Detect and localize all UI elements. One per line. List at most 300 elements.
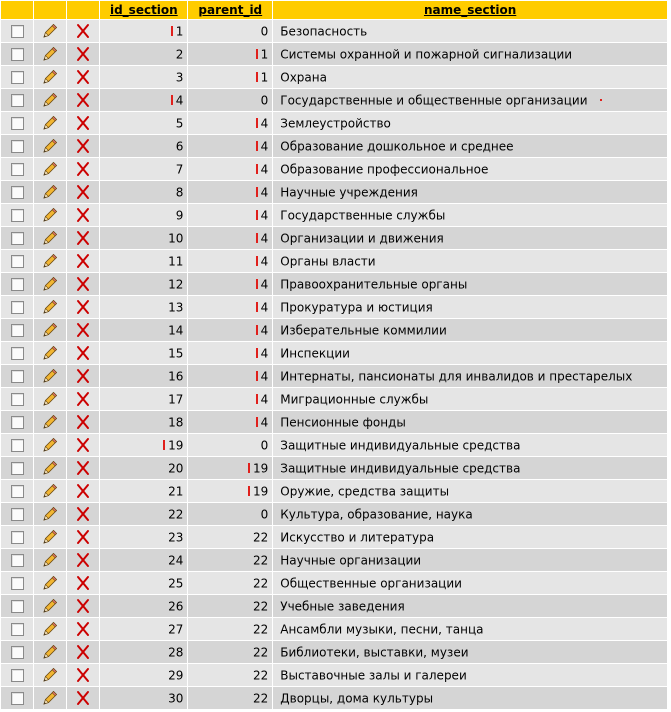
header-edit-cell: [34, 1, 66, 19]
row-checkbox[interactable]: [11, 186, 24, 199]
cell-id-section: [100, 572, 187, 594]
parent-marker: [256, 302, 258, 312]
cell-parent-id: [188, 526, 272, 548]
parent-marker: [248, 486, 250, 496]
table-row: [1, 250, 667, 272]
parent-value: 19: [252, 461, 269, 476]
parent-marker: [256, 118, 258, 128]
table-row: [1, 480, 667, 502]
cell-name-section: [273, 618, 667, 640]
delete-x-icon[interactable]: [74, 161, 92, 177]
cell-name-section: [273, 158, 667, 180]
parent-marker: [256, 164, 258, 174]
row-delete-cell: [67, 411, 99, 433]
row-checkbox[interactable]: [11, 324, 24, 337]
id-value: 22: [168, 507, 184, 522]
cell-parent-id: [188, 411, 272, 433]
row-checkbox-cell: [1, 618, 33, 640]
cell-id-section: [100, 618, 187, 640]
delete-x-icon[interactable]: [74, 460, 92, 476]
cell-id-section: [100, 181, 187, 203]
parent-value: 4: [260, 116, 269, 131]
delete-x-icon[interactable]: [74, 46, 92, 62]
name-value: Интернаты, пансионаты для инвалидов и престарелых: [280, 369, 633, 384]
cell-id-section: [100, 342, 187, 364]
id-value: 20: [168, 461, 184, 476]
delete-x-icon[interactable]: [74, 621, 92, 637]
name-value: Государственные службы: [280, 208, 446, 223]
delete-x-icon[interactable]: [74, 184, 92, 200]
id-value: 26: [168, 599, 184, 614]
name-value: Прокуратура и юстиция: [280, 300, 433, 315]
column-header-name-section[interactable]: [273, 1, 667, 19]
parent-value: 4: [260, 231, 269, 246]
pencil-icon[interactable]: [41, 161, 59, 177]
parent-value: 22: [252, 691, 269, 706]
cell-id-section: [100, 411, 187, 433]
row-checkbox-cell: [1, 434, 33, 456]
name-value: Безопасность: [280, 24, 368, 39]
row-edit-cell: [34, 503, 66, 525]
table-row: [1, 204, 667, 226]
pencil-icon[interactable]: [41, 23, 59, 39]
row-delete-cell: [67, 365, 99, 387]
row-checkbox-cell: [1, 526, 33, 548]
row-checkbox[interactable]: [11, 692, 24, 705]
table-row: [1, 549, 667, 571]
parent-value: 22: [252, 576, 269, 591]
cell-parent-id: [188, 20, 272, 42]
row-checkbox-cell: [1, 549, 33, 571]
id-value: 16: [168, 369, 184, 384]
name-value: Научные учреждения: [280, 185, 418, 200]
delete-x-icon[interactable]: [74, 437, 92, 453]
row-checkbox-cell: [1, 641, 33, 663]
row-checkbox-cell: [1, 112, 33, 134]
row-checkbox[interactable]: [11, 623, 24, 636]
cell-parent-id: [188, 434, 272, 456]
pencil-icon[interactable]: [41, 345, 59, 361]
row-edit-cell: [34, 250, 66, 272]
pencil-icon[interactable]: [41, 621, 59, 637]
row-checkbox[interactable]: [11, 209, 24, 222]
name-value: Защитные индивидуальные средства: [280, 438, 521, 453]
row-checkbox[interactable]: [11, 439, 24, 452]
parent-value: 4: [260, 185, 269, 200]
row-delete-cell: [67, 549, 99, 571]
parent-value: 1: [260, 70, 269, 85]
parent-marker: [256, 394, 258, 404]
row-checkbox[interactable]: [11, 140, 24, 153]
row-delete-cell: [67, 135, 99, 157]
id-value: 7: [175, 162, 184, 177]
table-row: [1, 595, 667, 617]
table-row: [1, 112, 667, 134]
row-edit-cell: [34, 526, 66, 548]
delete-x-icon[interactable]: [74, 345, 92, 361]
row-checkbox[interactable]: [11, 669, 24, 682]
row-checkbox-cell: [1, 227, 33, 249]
name-dot: [600, 99, 602, 101]
cell-name-section: [273, 388, 667, 410]
name-value: Государственные и общественные организации: [280, 93, 588, 108]
row-checkbox[interactable]: [11, 531, 24, 544]
cell-name-section: [273, 319, 667, 341]
row-delete-cell: [67, 618, 99, 640]
pencil-icon[interactable]: [41, 368, 59, 384]
pencil-icon[interactable]: [41, 414, 59, 430]
cell-parent-id: [188, 43, 272, 65]
cell-parent-id: [188, 66, 272, 88]
id-marker: [171, 26, 173, 36]
row-edit-cell: [34, 388, 66, 410]
pencil-icon[interactable]: [41, 644, 59, 660]
pencil-icon[interactable]: [41, 69, 59, 85]
pencil-icon[interactable]: [41, 598, 59, 614]
parent-value: 4: [260, 139, 269, 154]
row-edit-cell: [34, 365, 66, 387]
cell-id-section: [100, 388, 187, 410]
row-checkbox[interactable]: [11, 393, 24, 406]
row-checkbox[interactable]: [11, 48, 24, 61]
cell-name-section: [273, 411, 667, 433]
parent-value: 22: [252, 622, 269, 637]
name-value: Образование дошкольное и среднее: [280, 139, 514, 154]
delete-x-icon[interactable]: [74, 391, 92, 407]
parent-marker: [256, 279, 258, 289]
pencil-icon[interactable]: [41, 207, 59, 223]
name-value: Инспекции: [280, 346, 350, 361]
cell-parent-id: [188, 250, 272, 272]
table-row: [1, 388, 667, 410]
parent-value: 22: [252, 668, 269, 683]
row-checkbox-cell: [1, 664, 33, 686]
id-value: 4: [175, 93, 184, 108]
row-checkbox-cell: [1, 411, 33, 433]
id-value: 6: [175, 139, 184, 154]
delete-x-icon[interactable]: [74, 322, 92, 338]
row-checkbox-cell: [1, 43, 33, 65]
cell-parent-id: [188, 273, 272, 295]
pencil-icon[interactable]: [41, 184, 59, 200]
row-checkbox[interactable]: [11, 600, 24, 613]
row-edit-cell: [34, 480, 66, 502]
column-header-id-section[interactable]: [100, 1, 187, 19]
cell-name-section: [273, 135, 667, 157]
cell-name-section: [273, 250, 667, 272]
cell-id-section: [100, 135, 187, 157]
row-checkbox-cell: [1, 89, 33, 111]
pencil-icon[interactable]: [41, 276, 59, 292]
sort-link-name-section[interactable]: name_section: [423, 3, 517, 17]
pencil-icon[interactable]: [41, 460, 59, 476]
name-value: Культура, образование, наука: [280, 507, 473, 522]
delete-x-icon[interactable]: [74, 575, 92, 591]
row-checkbox[interactable]: [11, 416, 24, 429]
row-delete-cell: [67, 572, 99, 594]
id-value: 15: [168, 346, 184, 361]
row-edit-cell: [34, 135, 66, 157]
parent-value: 4: [260, 369, 269, 384]
delete-x-icon[interactable]: [74, 483, 92, 499]
cell-name-section: [273, 66, 667, 88]
table-row: [1, 503, 667, 525]
table-row: [1, 158, 667, 180]
id-value: 12: [168, 277, 184, 292]
row-delete-cell: [67, 503, 99, 525]
parent-value: 4: [260, 254, 269, 269]
id-value: 2: [175, 47, 184, 62]
table-row: [1, 572, 667, 594]
pencil-icon[interactable]: [41, 437, 59, 453]
name-value: Пенсионные фонды: [280, 415, 406, 430]
row-delete-cell: [67, 43, 99, 65]
row-edit-cell: [34, 434, 66, 456]
row-checkbox-cell: [1, 20, 33, 42]
cell-parent-id: [188, 89, 272, 111]
row-checkbox[interactable]: [11, 94, 24, 107]
row-delete-cell: [67, 526, 99, 548]
header-row: [1, 1, 667, 19]
parent-marker: [256, 72, 258, 82]
id-value: 28: [168, 645, 184, 660]
pencil-icon[interactable]: [41, 529, 59, 545]
cell-id-section: [100, 526, 187, 548]
cell-parent-id: [188, 181, 272, 203]
row-edit-cell: [34, 158, 66, 180]
cell-id-section: [100, 89, 187, 111]
pencil-icon[interactable]: [41, 552, 59, 568]
row-checkbox-cell: [1, 388, 33, 410]
cell-id-section: [100, 296, 187, 318]
row-edit-cell: [34, 296, 66, 318]
sort-link-id-section[interactable]: id_section: [109, 3, 178, 17]
row-edit-cell: [34, 89, 66, 111]
row-edit-cell: [34, 20, 66, 42]
pencil-icon[interactable]: [41, 483, 59, 499]
delete-x-icon[interactable]: [74, 69, 92, 85]
pencil-icon[interactable]: [41, 667, 59, 683]
cell-id-section: [100, 273, 187, 295]
parent-value: 4: [260, 415, 269, 430]
cell-name-section: [273, 20, 667, 42]
parent-value: 0: [260, 24, 269, 39]
row-checkbox-cell: [1, 365, 33, 387]
cell-name-section: [273, 365, 667, 387]
cell-parent-id: [188, 388, 272, 410]
pencil-icon[interactable]: [41, 690, 59, 706]
parent-value: 4: [260, 162, 269, 177]
row-checkbox[interactable]: [11, 301, 24, 314]
delete-x-icon[interactable]: [74, 552, 92, 568]
pencil-icon[interactable]: [41, 299, 59, 315]
row-delete-cell: [67, 89, 99, 111]
row-checkbox[interactable]: [11, 646, 24, 659]
delete-x-icon[interactable]: [74, 598, 92, 614]
delete-x-icon[interactable]: [74, 230, 92, 246]
row-checkbox[interactable]: [11, 255, 24, 268]
delete-x-icon[interactable]: [74, 23, 92, 39]
id-value: 10: [168, 231, 184, 246]
name-value: Учебные заведения: [280, 599, 405, 614]
delete-x-icon[interactable]: [74, 299, 92, 315]
sort-link-parent-id[interactable]: parent_id: [198, 3, 263, 17]
row-delete-cell: [67, 388, 99, 410]
row-checkbox[interactable]: [11, 117, 24, 130]
cell-name-section: [273, 526, 667, 548]
pencil-icon[interactable]: [41, 322, 59, 338]
row-edit-cell: [34, 66, 66, 88]
cell-name-section: [273, 457, 667, 479]
id-value: 17: [168, 392, 184, 407]
row-checkbox[interactable]: [11, 278, 24, 291]
header-checkbox-cell: [1, 1, 33, 19]
delete-x-icon[interactable]: [74, 529, 92, 545]
row-delete-cell: [67, 250, 99, 272]
row-checkbox[interactable]: [11, 577, 24, 590]
cell-parent-id: [188, 549, 272, 571]
pencil-icon[interactable]: [41, 575, 59, 591]
table-row: [1, 43, 667, 65]
row-checkbox-cell: [1, 204, 33, 226]
id-value: 24: [168, 553, 184, 568]
row-checkbox-cell: [1, 250, 33, 272]
delete-x-icon[interactable]: [74, 368, 92, 384]
cell-parent-id: [188, 319, 272, 341]
row-edit-cell: [34, 549, 66, 571]
table-row: [1, 89, 667, 111]
pencil-icon[interactable]: [41, 92, 59, 108]
row-edit-cell: [34, 411, 66, 433]
row-checkbox[interactable]: [11, 232, 24, 245]
row-checkbox-cell: [1, 342, 33, 364]
row-checkbox-cell: [1, 687, 33, 709]
row-delete-cell: [67, 319, 99, 341]
row-checkbox[interactable]: [11, 71, 24, 84]
name-value: Общественные организации: [280, 576, 462, 591]
delete-x-icon[interactable]: [74, 276, 92, 292]
table-row: [1, 526, 667, 548]
id-value: 14: [168, 323, 184, 338]
table-row: [1, 641, 667, 663]
cell-id-section: [100, 204, 187, 226]
row-checkbox[interactable]: [11, 462, 24, 475]
pencil-icon[interactable]: [41, 46, 59, 62]
cell-parent-id: [188, 480, 272, 502]
row-delete-cell: [67, 158, 99, 180]
table-row: [1, 135, 667, 157]
column-header-parent-id[interactable]: [188, 1, 272, 19]
cell-id-section: [100, 66, 187, 88]
pencil-icon[interactable]: [41, 138, 59, 154]
row-edit-cell: [34, 204, 66, 226]
row-delete-cell: [67, 457, 99, 479]
cell-parent-id: [188, 296, 272, 318]
delete-x-icon[interactable]: [74, 138, 92, 154]
row-checkbox-cell: [1, 595, 33, 617]
delete-x-icon[interactable]: [74, 253, 92, 269]
row-checkbox[interactable]: [11, 370, 24, 383]
cell-id-section: [100, 365, 187, 387]
row-checkbox[interactable]: [11, 485, 24, 498]
row-checkbox[interactable]: [11, 347, 24, 360]
cell-parent-id: [188, 457, 272, 479]
id-value: 18: [168, 415, 184, 430]
cell-id-section: [100, 641, 187, 663]
table-row: [1, 618, 667, 640]
row-edit-cell: [34, 319, 66, 341]
delete-x-icon[interactable]: [74, 667, 92, 683]
id-marker: [171, 95, 173, 105]
delete-x-icon[interactable]: [74, 414, 92, 430]
name-value: Организации и движения: [280, 231, 444, 246]
cell-name-section: [273, 112, 667, 134]
cell-parent-id: [188, 342, 272, 364]
cell-parent-id: [188, 112, 272, 134]
row-checkbox[interactable]: [11, 25, 24, 38]
delete-x-icon[interactable]: [74, 690, 92, 706]
pencil-icon[interactable]: [41, 506, 59, 522]
row-edit-cell: [34, 618, 66, 640]
row-checkbox[interactable]: [11, 554, 24, 567]
parent-marker: [256, 348, 258, 358]
cell-parent-id: [188, 135, 272, 157]
row-checkbox-cell: [1, 66, 33, 88]
parent-value: 0: [260, 507, 269, 522]
cell-parent-id: [188, 595, 272, 617]
cell-name-section: [273, 273, 667, 295]
name-value: Библиотеки, выставки, музеи: [280, 645, 469, 660]
pencil-icon[interactable]: [41, 391, 59, 407]
cell-id-section: [100, 20, 187, 42]
cell-name-section: [273, 595, 667, 617]
pencil-icon[interactable]: [41, 230, 59, 246]
parent-value: 1: [260, 47, 269, 62]
cell-id-section: [100, 457, 187, 479]
delete-x-icon[interactable]: [74, 207, 92, 223]
parent-value: 19: [252, 484, 269, 499]
name-value: Оружие, средства защиты: [280, 484, 450, 499]
delete-x-icon[interactable]: [74, 92, 92, 108]
cell-name-section: [273, 503, 667, 525]
row-checkbox[interactable]: [11, 508, 24, 521]
row-checkbox[interactable]: [11, 163, 24, 176]
row-edit-cell: [34, 342, 66, 364]
pencil-icon[interactable]: [41, 253, 59, 269]
parent-value: 4: [260, 392, 269, 407]
name-value: Искусство и литература: [280, 530, 435, 545]
pencil-icon[interactable]: [41, 115, 59, 131]
id-value: 1: [175, 24, 184, 39]
parent-value: 4: [260, 208, 269, 223]
table-row: [1, 434, 667, 456]
table-row: [1, 20, 667, 42]
row-edit-cell: [34, 273, 66, 295]
delete-x-icon[interactable]: [74, 115, 92, 131]
id-value: 3: [175, 70, 184, 85]
id-value: 29: [168, 668, 184, 683]
delete-x-icon[interactable]: [74, 506, 92, 522]
id-value: 8: [175, 185, 184, 200]
delete-x-icon[interactable]: [74, 644, 92, 660]
cell-id-section: [100, 112, 187, 134]
table-row: [1, 66, 667, 88]
row-checkbox-cell: [1, 273, 33, 295]
row-delete-cell: [67, 296, 99, 318]
table-row: [1, 664, 667, 686]
parent-marker: [248, 463, 250, 473]
parent-value: 22: [252, 530, 269, 545]
